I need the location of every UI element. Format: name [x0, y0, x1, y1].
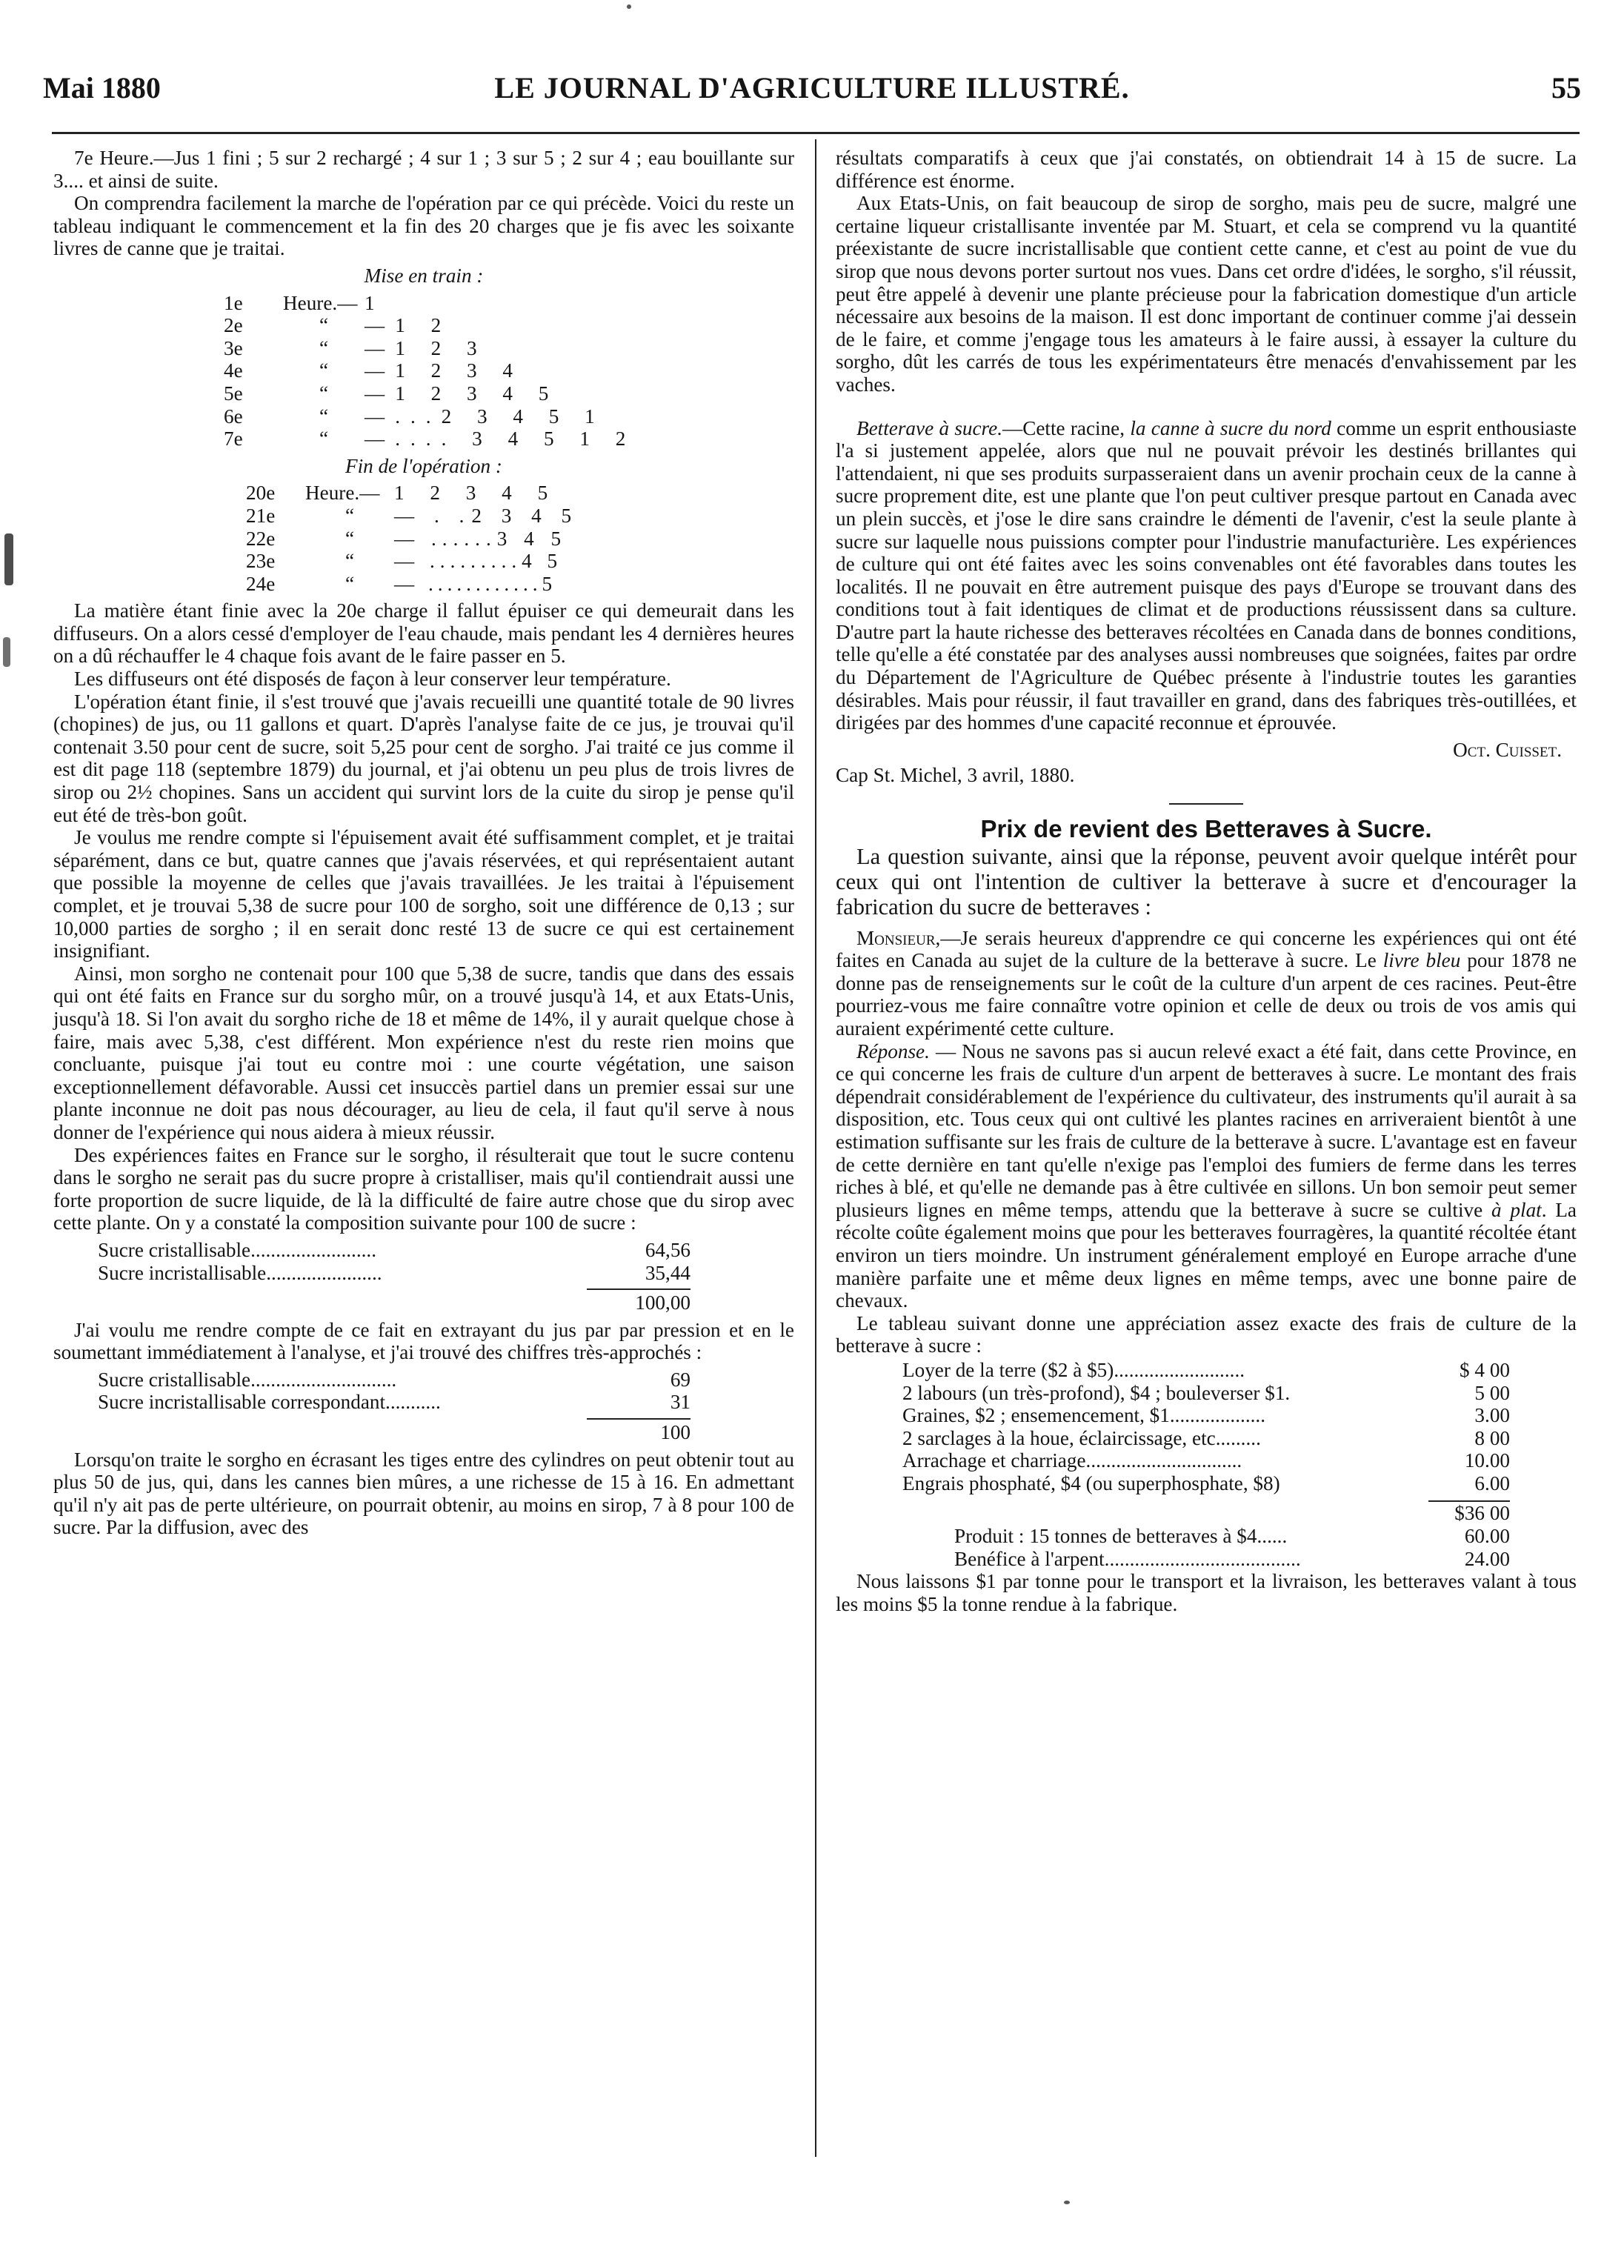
- benefice-label: Benéfice à l'arpent.......................................: [954, 1547, 1301, 1570]
- section-quote: la canne à sucre du nord: [1130, 416, 1331, 439]
- table1-title: Mise en train :: [364, 264, 484, 287]
- question-italic: livre bleu: [1382, 949, 1461, 972]
- left-paragraph-1: 7e Heure.—Jus 1 fini ; 5 sur 2 rechargé ; 4 sur 1 ; 3 sur 5 ; 2 sur 4 ; eau bouillante sur 3.... et ainsi de suite.: [53, 147, 794, 192]
- row-word: “: [319, 359, 329, 382]
- row-values: 1: [365, 291, 385, 314]
- row-word: “: [345, 527, 355, 550]
- row-values: — .........4 5: [394, 550, 563, 573]
- answer-paragraph-2: Le tableau suivant donne une appréciation assez exacte des frais de culture de la betterave à sucre :: [836, 1311, 1577, 1357]
- question-paragraph: [836, 927, 1577, 1040]
- header-title: LE JOURNAL D'AGRICULTURE ILLUSTRÉ.: [494, 71, 1130, 104]
- left-column: [53, 147, 794, 1539]
- row-hour: 2e: [224, 314, 243, 337]
- article-title: Prix de revient des Betteraves à Sucre.: [980, 815, 1432, 843]
- cost-label: 2 labours (un très-profond), $4 ; bouleverser $1.: [902, 1381, 1291, 1404]
- composition-label: Sucre cristallisable.............................: [98, 1368, 397, 1391]
- row-values: —1 2 3: [365, 336, 487, 359]
- column-divider: [815, 139, 816, 2157]
- section-dash: —Cette racine,: [1002, 416, 1131, 439]
- row-word: “: [345, 550, 355, 573]
- table1-row: [224, 337, 794, 360]
- benefice-row: [902, 1548, 1510, 1571]
- row-word: Heure.—: [305, 482, 380, 505]
- right-paragraph-2: Aux Etats-Unis, on fait beaucoup de sirop de sorgho, mais peu de sucre, malgré une certaine liqueur cristallisante inventée par M. Stuart, et cela se comprend vu la quantité préexistante de sucre incristallisable que contient cette canne, et c'est au point de vue du sirop que nous devons porter surtout nos vues. Dans cet ordre d'idées, le sorgho, s'il réussit, peut être appelé à devenir une plante précieuse pour la fabrication domestique d'un article nécessaire aux besoins de la maison. Il est donc important de continuer comme j'ai dessein de le faire, et comme j'engage tous les amateurs à le faire aussi, à essayer la culture du sorgho, dût les carrés de tous les expérimentateurs être menacés d'envahissement par les vaches.: [836, 192, 1577, 396]
- row-hour: 21e: [246, 504, 276, 527]
- scan-speck: [627, 4, 631, 9]
- left-paragraph-10: Lorsqu'on traite le sorgho en écrasant les tiges entre des cylindres on peut obtenir tout au plus 50 de jus, qui, dans les cannes bien mûres, a une richesse de 15 à 16. En admettant qu'il n'y ait pas de perte ultérieure, on pourrait obtenir, au moins en sirop, 7 à 8 pour 100 de sucre. Par la diffusion, avec des: [53, 1448, 794, 1539]
- table1-row: [224, 382, 794, 405]
- table1-row: [224, 314, 794, 337]
- row-values: —1 2 3 4: [365, 359, 523, 382]
- cost-total: $36 00: [1428, 1500, 1510, 1525]
- row-word: “: [345, 504, 355, 527]
- cost-value: $ 4 00: [1460, 1358, 1510, 1381]
- composition-total: 100,00: [587, 1288, 690, 1314]
- cost-row: [902, 1404, 1510, 1427]
- row-hour: 5e: [224, 382, 243, 405]
- cost-row: [902, 1427, 1510, 1450]
- composition-label: Sucre incristallisable.......................: [98, 1261, 382, 1284]
- row-word: “: [319, 314, 329, 337]
- row-hour: 4e: [224, 359, 243, 382]
- cost-label: Engrais phosphaté, $4 (ou superphosphate, $8): [902, 1471, 1280, 1494]
- scan-speck: [1064, 2201, 1070, 2204]
- cost-table: [902, 1359, 1510, 1570]
- cost-row: [902, 1472, 1510, 1495]
- composition-value: 69: [670, 1368, 690, 1391]
- cost-value: 6.00: [1474, 1471, 1510, 1494]
- composition-label: Sucre incristallisable correspondant...........: [98, 1391, 441, 1414]
- right-paragraph-3: [836, 417, 1577, 734]
- composition-value: 64,56: [645, 1238, 690, 1261]
- place-date: Cap St. Michel, 3 avril, 1880.: [836, 764, 1075, 787]
- row-values: 1 2 3 4 5: [394, 482, 559, 505]
- left-paragraph-7: Ainsi, mon sorgho ne contenait pour 100 que 5,38 de sucre, tandis que dans des essais qui ont été faits en France sur du sorgho mûr, on a trouvé jusqu'à 14, et aux Etats-Unis, jusqu'à 18. Si l'on avait du sorgho riche de 18 et même de 14%, il y aurait quelque chose à faire, mais avec 5,38, c'est différent. Mon expérience n'est du reste rien moins que concluante, puisque j'ai tout eu contre moi : une courte végétation, une saison exceptionnellement défavorable. Aussi cet insuccès partiel dans un premier essai sur une plante inconnue ne doit pas nous décourager, au lieu de cela, il faut qu'il serve à nous donner de l'expérience qui nous aidera à mieux réussir.: [53, 962, 794, 1143]
- header-rule: [52, 132, 1580, 134]
- signature: Oct. Cuisset.: [1453, 738, 1562, 761]
- table2-row: [246, 573, 794, 596]
- row-word: “: [319, 428, 329, 450]
- composition-row: [98, 1262, 690, 1285]
- row-values: —1 2: [365, 314, 452, 337]
- left-paragraph-5: L'opération étant finie, il s'est trouvé que j'avais recueilli une quantité totale de 90 livres (chopines) de jus, ou 11 gallons et quart. D'après l'analyse faite de ce jus, je trouvai qu'il contenait 3.50 pour cent de sucre, soit 5,25 pour cent de sorgho. J'ai traité ce jus comme il est dit page 118 (septembre 1879) du journal, et j'ai obtenu un peu plus de trois livres de sirop ou 2½ chopines. Sans un accident qui survint lors de la cuite du sirop je pense qu'il eut été de très-bon goût.: [53, 690, 794, 826]
- composition-value: 35,44: [645, 1261, 690, 1284]
- row-word: “: [319, 405, 329, 428]
- table2-row: [246, 505, 794, 528]
- cost-label: Arrachage et charriage...............................: [902, 1449, 1242, 1472]
- row-hour: 6e: [224, 405, 243, 428]
- composition-total: 100: [587, 1418, 690, 1444]
- section-text: comme un esprit enthousiaste l'a si justement appelée, alors que nul ne pouvait prévoir les destinés brillantes qui l'attendaient, ni que ses produits surpasseraient dans un avenir prochain ceux de la canne à sucre proprement dite, est une plante que l'on peut cultiver presque partout en Canada avec un plein succès, et j'ose le dire sans craindre le démenti de l'avenir, c'est la seule plante à sucre sur laquelle nous puissions compter pour l'industrie manufacturière. Les expériences de culture qui ont été faites avec les soins convenables ont été favorables dans toutes les localités. Il ne pouvait en être autrement puisque des pays d'Europe se trouvant dans des conditions tout à fait identiques de climat et de productions réussissent dans sa culture. D'autre part la haute richesse des betteraves récoltées en Canada dans de bonnes conditions, telle qu'elle a été constatée par des analyses aussi nombreuses que soignées, faites par ordre du Département de l'Agriculture de Québec présente à l'industrie toutes les garanties désirables. Mais pour réussir, il faut travailler en grand, dans des fabriques très-outillées, et dirigées par des hommes d'une capacité reconnue et éprouvée.: [836, 416, 1577, 734]
- page-header: [43, 70, 1581, 115]
- row-word: “: [345, 572, 355, 595]
- scan-speck: [4, 533, 13, 585]
- answer-text-2: . La récolte coûte également moins que pour les betteraves fourragères, la quantité récoltée étant environ un tiers moindre. Un instrument généralement employé en Europe arrache d'une manière parfaite une et même deux lignes en même temps, avec une bonne paire de chevaux.: [836, 1198, 1577, 1312]
- left-paragraph-3: La matière étant finie avec la 20e charge il fallut épuiser ce qui demeurait dans les diffuseurs. On a alors cessé d'employer de l'eau chaude, mais pendant les 4 dernières heures on a dû réchauffer le 4 chaque fois avant de le faire passer en 5.: [53, 599, 794, 668]
- row-values: — ............5: [394, 572, 557, 595]
- table1-row: [224, 428, 794, 450]
- left-paragraph-6: Je voulus me rendre compte si l'épuisement avait été suffisamment complet, et je traitai séparément, dans ce but, quatre cannes que j'avais réservées, et qui représentaient autant que possible la moyenne de celles que j'avais travaillées. Je les traitai à l'épuisement complet, et je trouvai 5,38 de sucre pour 100 de sorgho, soit une différence de 0,13 ; sur 10,000 parties de sorgho ; il en serait donc resté 13 de sucre ce qui est certainement insignifiant.: [53, 826, 794, 962]
- final-paragraph: Nous laissons $1 par tonne pour le transport et la livraison, les betteraves valant à tous les moins $5 la tonne rendue à la fabrique.: [836, 1570, 1577, 1615]
- cost-value: 5 00: [1474, 1381, 1510, 1404]
- article-separator: [1169, 803, 1243, 805]
- row-hour: 20e: [246, 482, 276, 505]
- salutation: Monsieur,: [856, 926, 941, 949]
- article-lead: La question suivante, ainsi que la réponse, peuvent avoir quelque intérêt pour ceux qui ont l'intention de cultiver la betterave à sucre et d'encourager la fabrication du sucre de betteraves :: [836, 843, 1577, 919]
- table1: [224, 292, 794, 450]
- row-values: —.... 3 4 5 1 2: [365, 428, 636, 450]
- left-paragraph-2: On comprendra facilement la marche de l'opération par ce qui précède. Voici du reste un tableau indiquant le commencement et la fin des 20 charges que je fis avec les soixante livres de canne que je traitai.: [53, 192, 794, 260]
- right-column: [836, 147, 1577, 1615]
- row-word: “: [319, 336, 329, 359]
- left-paragraph-4: Les diffuseurs ont été disposés de façon à leur conserver leur température.: [74, 668, 671, 691]
- composition-row: [98, 1369, 690, 1391]
- row-values: —1 2 3 4 5: [365, 382, 559, 405]
- row-values: — ......3 4 5: [394, 527, 568, 550]
- question-text-2: pour 1878 ne donne pas de renseignements sur le coût de la culture d'un arpent de ces racines. Peut-être pourriez-vous me faire connaître votre opinion et celle de deux ou trois de vos amis qui auraient expérimenté cette culture.: [836, 949, 1577, 1040]
- answer-lead: Réponse.: [856, 1040, 930, 1062]
- answer-text: — Nous ne savons pas si aucun relevé exact a été fait, dans cette Province, en ce qui concerne les frais de culture d'un arpent de betteraves à sucre. Le montant des frais dépendrait considérablement de l'expérience du cultivateur, des instruments qu'il aurait à sa disposition, etc. Tous ceux qui ont cultivé les plantes racines en arriveraient bientôt à une estimation suffisante sur les frais de culture de la betterave à sucre. L'avantage est en faveur de cette dernière en tant qu'elle n'exige pas l'emploi des fumiers de ferme dans les terres riches à blé, et qu'elle ne demande pas à être cultivée en sillons. Un bon semoir peut semer plusieurs lignes en même temps, attendu que la betterave à sucre se cultive: [836, 1040, 1577, 1221]
- table1-row: [224, 292, 794, 315]
- answer-paragraph: [836, 1040, 1577, 1312]
- left-paragraph-8: Des expériences faites en France sur le sorgho, il résulterait que tout le sucre contenu dans le sorgho ne serait pas du sucre propre à cristalliser, mais qu'il contiendrait aussi une forte proportion de sucre liquide, de là la difficulté de faire autre chose que du sirop avec cette plante. On y a constaté la composition suivante pour 100 de sucre :: [53, 1143, 794, 1234]
- section-lead: Betterave à sucre.: [856, 416, 1002, 439]
- composition-table-1: [98, 1239, 690, 1314]
- composition-label: Sucre cristallisable.........................: [98, 1238, 377, 1261]
- benefice-value: 24.00: [1464, 1547, 1510, 1570]
- composition-table-2: [98, 1369, 690, 1444]
- cost-label: 2 sarclages à la houe, éclaircissage, etc.........: [902, 1426, 1261, 1449]
- cost-row: [902, 1359, 1510, 1382]
- row-values: —...2 3 4 5 1: [365, 405, 605, 428]
- row-hour: 3e: [224, 336, 243, 359]
- row-word: Heure.—: [283, 291, 358, 314]
- produit-label: Produit : 15 tonnes de betteraves à $4......: [954, 1525, 1288, 1548]
- cost-row: [902, 1449, 1510, 1472]
- cost-value: 8 00: [1474, 1426, 1510, 1449]
- row-hour: 24e: [246, 572, 276, 595]
- row-hour: 23e: [246, 550, 276, 573]
- row-values: — . .2 3 4 5: [394, 504, 579, 527]
- cost-row: [902, 1382, 1510, 1405]
- scan-speck: [3, 637, 10, 667]
- composition-row: [98, 1391, 690, 1414]
- left-paragraph-9: J'ai voulu me rendre compte de ce fait en extrayant du jus par par pression et en le soumettant immédiatement à l'analyse, et j'ai trouvé des chiffres très-approchés :: [53, 1318, 794, 1364]
- cost-value: 3.00: [1474, 1404, 1510, 1427]
- row-hour: 22e: [246, 527, 276, 550]
- composition-value: 31: [670, 1391, 690, 1414]
- right-paragraph-1: résultats comparatifs à ceux que j'ai constatés, on obtiendrait 14 à 15 de sucre. La différence est énorme.: [836, 147, 1577, 192]
- cost-total-row: [902, 1500, 1510, 1525]
- composition-row: [98, 1239, 690, 1262]
- cost-label: Graines, $2 ; ensemencement, $1...................: [902, 1404, 1266, 1427]
- produit-value: 60.00: [1464, 1525, 1510, 1548]
- row-word: “: [319, 382, 329, 405]
- row-hour: 1e: [224, 291, 243, 314]
- produit-row: [902, 1525, 1510, 1548]
- header-page-number: 55: [1551, 71, 1581, 104]
- table2: [246, 482, 794, 595]
- table2-title: Fin de l'opération :: [345, 454, 502, 477]
- table2-row: [246, 482, 794, 505]
- answer-italic: à plat: [1491, 1198, 1542, 1221]
- cost-value: 10.00: [1464, 1449, 1510, 1472]
- question-text: —Je serais heureux d'apprendre ce qui concerne les expériences qui ont été faites en Canada au sujet de la culture de la betterave à sucre. Le: [836, 926, 1577, 972]
- table1-row: [224, 359, 794, 382]
- cost-label: Loyer de la terre ($2 à $5)..........................: [902, 1358, 1245, 1381]
- row-hour: 7e: [224, 428, 243, 450]
- table2-row: [246, 528, 794, 551]
- header-date: Mai 1880: [43, 71, 161, 104]
- table1-row: [224, 405, 794, 428]
- table2-row: [246, 550, 794, 573]
